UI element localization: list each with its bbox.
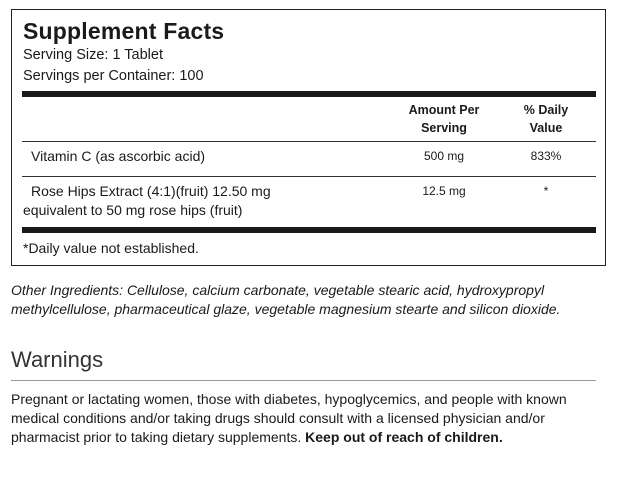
- warnings-keep-away: Keep out of reach of children.: [305, 429, 503, 445]
- warnings-body: Pregnant or lactating women, those with diabetes, hypoglycemics, and people with known medical conditions and/or taking drugs should consult with a licensed physician and/or pharmacist prior to taking dietary supplements.: [11, 391, 567, 445]
- row-divider: [22, 141, 596, 142]
- serving-size: Serving Size: 1 Tablet: [23, 47, 163, 63]
- daily-value-header: [506, 101, 586, 137]
- dv-header-line1: % Daily: [523, 103, 569, 117]
- ingredient-name: Vitamin C (as ascorbic acid): [31, 148, 206, 164]
- ingredient-name-line1: Rose Hips Extract (4:1)(fruit) 12.50 mg: [31, 183, 271, 199]
- other-ingredients: Other Ingredients: Cellulose, calcium carbonate, vegetable stearic acid, hydroxypropyl methylcellulose, pharmaceutical glaze, vegetable magnesium stearte and silicon dioxide.: [11, 282, 561, 317]
- warnings-divider: [11, 380, 596, 381]
- amount-header-line1: Amount Per: [408, 103, 480, 117]
- thick-divider: [22, 227, 596, 233]
- thick-divider: [22, 91, 596, 97]
- dv-header-line2: Value: [529, 121, 563, 135]
- ingredient-amount: 12.5 mg: [422, 184, 466, 198]
- ingredient-name-line2: equivalent to 50 mg rose hips (fruit): [23, 202, 243, 218]
- ingredient-daily-value: *: [543, 184, 549, 198]
- row-divider: [22, 176, 596, 177]
- facts-title: Supplement Facts: [23, 18, 225, 44]
- daily-value-footnote: *Daily value not established.: [23, 240, 199, 256]
- warnings-text: [11, 390, 611, 447]
- amount-header-line2: Serving: [421, 121, 467, 135]
- ingredient-daily-value: 833%: [530, 149, 562, 163]
- amount-per-serving-header: [388, 101, 500, 137]
- warnings-heading: Warnings: [11, 347, 104, 372]
- ingredient-amount: 500 mg: [423, 149, 465, 163]
- supplement-facts-panel: [11, 9, 606, 266]
- servings-per-container: Servings per Container: 100: [23, 68, 204, 84]
